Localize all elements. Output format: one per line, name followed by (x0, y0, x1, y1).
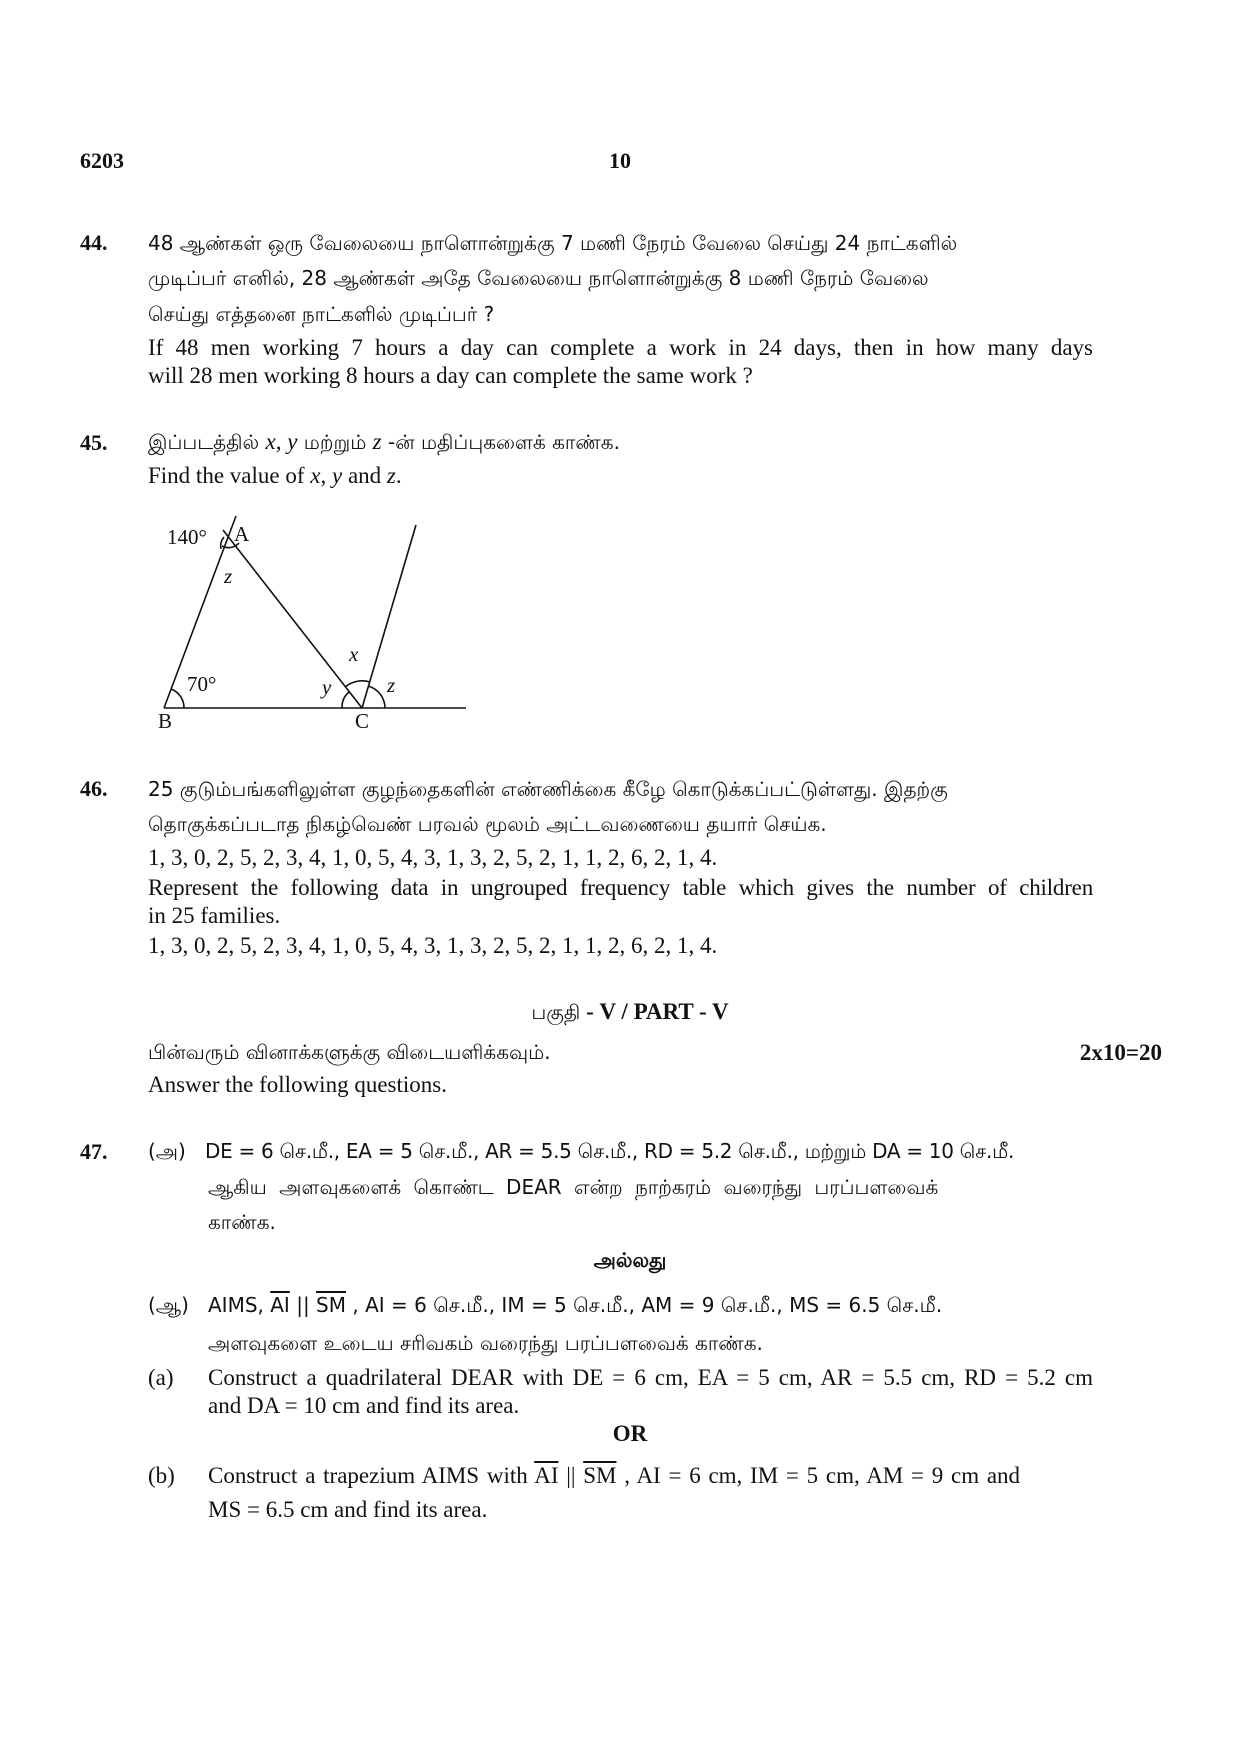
part-marks: 2x10=20 (1079, 1040, 1162, 1065)
point-c: C (355, 709, 370, 733)
point-a: A (234, 522, 250, 546)
q46-english-line-2: in 25 families. (148, 903, 281, 928)
question-number: 44. (80, 230, 108, 255)
angle-label-70: 70° (187, 672, 217, 696)
q44-tamil-line-2: முடிப்பர் எனில், 28 ஆண்கள் அதே வேலையை நாளொன்றுக்கு 8 மணி நேரம் வேலை (148, 266, 929, 290)
q47-a-marker: (அ) (148, 1139, 186, 1163)
angle-figure (0, 0, 1240, 760)
part-title-english: - V / PART - V (580, 999, 729, 1024)
arc-y (342, 692, 349, 708)
parallel-symbol: || (558, 1463, 584, 1488)
or-tamil: அல்லது (593, 1248, 667, 1272)
part-instruction-tamil: பின்வரும் வினாக்களுக்கு விடையளிக்கவும். (148, 1040, 551, 1064)
segment-ai: $\overline{AI}$ (534, 1463, 559, 1488)
variable-z: z (386, 463, 396, 488)
segment-sm: $\overline{SM}$ (316, 1293, 346, 1317)
text-part: இப்படத்தில் (148, 430, 266, 454)
q44-tamil-line-1: 48 ஆண்கள் ஒரு வேலையை நாளொன்றுக்கு 7 மணி நேரம் வேலை செய்து 24 நாட்களில் (148, 231, 958, 255)
text-part: . (395, 463, 402, 488)
arc-70 (171, 689, 184, 708)
variable-y: y (331, 463, 343, 488)
text-part: மற்றும் (297, 430, 373, 454)
q47-b-english-line-1 (208, 1462, 1020, 1490)
part-title-tamil: பகுதி (531, 1000, 581, 1024)
q47-a-english-line-2: and DA = 10 cm and find its area. (208, 1393, 520, 1418)
angle-label-z-right: z (387, 673, 396, 697)
angle-label-x: x (349, 642, 359, 666)
q47-b-tamil-line-2: அளவுகளை உடைய சரிவகம் வரைந்து பரப்பளவைக் காண்க. (208, 1331, 763, 1355)
variables-xy: x, y (265, 429, 298, 454)
q44-tamil-line-3: செய்து எத்தனை நாட்களில் முடிப்பர் ? (148, 302, 495, 326)
text-part: , AI = 6 செ.மீ., IM = 5 செ.மீ., AM = 9 செ.மீ., MS = 6.5 செ.மீ. (346, 1293, 943, 1317)
question-number: 47. (80, 1139, 108, 1164)
q46-tamil-line-2: தொகுக்கப்படாத நிகழ்வெண் பரவல் மூலம் அட்டவணையை தயார் செய்க. (148, 812, 827, 836)
segment-sm: $\overline{SM}$ (583, 1463, 617, 1488)
segment-ai: $\overline{AI}$ (270, 1293, 290, 1317)
text-part: , AI = 6 cm, IM = 5 cm, AM = 9 cm and (616, 1463, 1021, 1488)
parallel-symbol: || (289, 1293, 317, 1317)
question-number: 45. (80, 430, 108, 455)
text-part: and (342, 463, 387, 488)
page-number: 10 (609, 148, 631, 173)
q47-b-label: (b) (148, 1463, 175, 1488)
or-english: OR (612, 1421, 648, 1446)
angle-label-z-top: z (224, 564, 233, 588)
q47-a-label: (a) (148, 1365, 174, 1390)
part-instruction-english: Answer the following questions. (148, 1072, 447, 1097)
text-part: AIMS, (208, 1293, 271, 1317)
text-part: -ன் மதிப்புகளைக் காண்க. (381, 430, 620, 454)
q44-english-line-2: will 28 men working 8 hours a day can complete the same work ? (148, 363, 753, 388)
angle-label-140: 140° (167, 525, 207, 549)
angle-label-y: y (322, 675, 332, 699)
line-ac (223, 530, 362, 708)
text-part: Construct a trapezium AIMS with (208, 1463, 535, 1488)
paper-code: 6203 (80, 148, 124, 173)
q47-a-tamil-line-1: DE = 6 செ.மீ., EA = 5 செ.மீ., AR = 5.5 செ.மீ., RD = 5.2 செ.மீ., மற்றும் DA = 10 செ.மீ. (205, 1139, 1014, 1163)
variable-z: z (372, 429, 382, 454)
question-number: 46. (80, 776, 108, 801)
q47-b-marker: (ஆ) (148, 1293, 189, 1317)
variable-x: x (310, 463, 321, 488)
q47-a-tamil-line-2: ஆகிய அளவுகளைக் கொண்ட DEAR என்ற நாற்கரம் வரைந்து பரப்பளவைக் (208, 1175, 939, 1199)
point-b: B (158, 709, 173, 733)
q46-data-tamil: 1, 3, 0, 2, 5, 2, 3, 4, 1, 0, 5, 4, 3, 1, 3, 2, 5, 2, 1, 1, 2, 6, 2, 1, 4. (148, 845, 718, 870)
text-part: , (320, 463, 332, 488)
q46-english-line-1: Represent the following data in ungrouped frequency table which gives the number of children (148, 875, 1093, 900)
q46-tamil-line-1: 25 குடும்பங்களிலுள்ள குழந்தைகளின் எண்ணிக்கை கீழே கொடுக்கப்பட்டுள்ளது. இதற்கு (148, 777, 948, 801)
q47-b-tamil-line-1 (208, 1287, 942, 1323)
q46-data-english: 1, 3, 0, 2, 5, 2, 3, 4, 1, 0, 5, 4, 3, 1, 3, 2, 5, 2, 1, 1, 2, 6, 2, 1, 4. (148, 933, 718, 958)
q44-english-line-1: If 48 men working 7 hours a day can complete a work in 24 days, then in how many days (148, 335, 1093, 360)
q47-a-tamil-line-3: காண்க. (208, 1210, 276, 1234)
arc-z-right (368, 686, 385, 708)
text-part: Find the value of (148, 463, 311, 488)
q47-b-english-line-2: MS = 6.5 cm and find its area. (208, 1497, 488, 1522)
part-title (430, 994, 830, 1030)
q47-a-english-line-1: Construct a quadrilateral DEAR with DE = 6 cm, EA = 5 cm, AR = 5.5 cm, RD = 5.2 cm (208, 1365, 1093, 1390)
arc-x (345, 681, 370, 687)
